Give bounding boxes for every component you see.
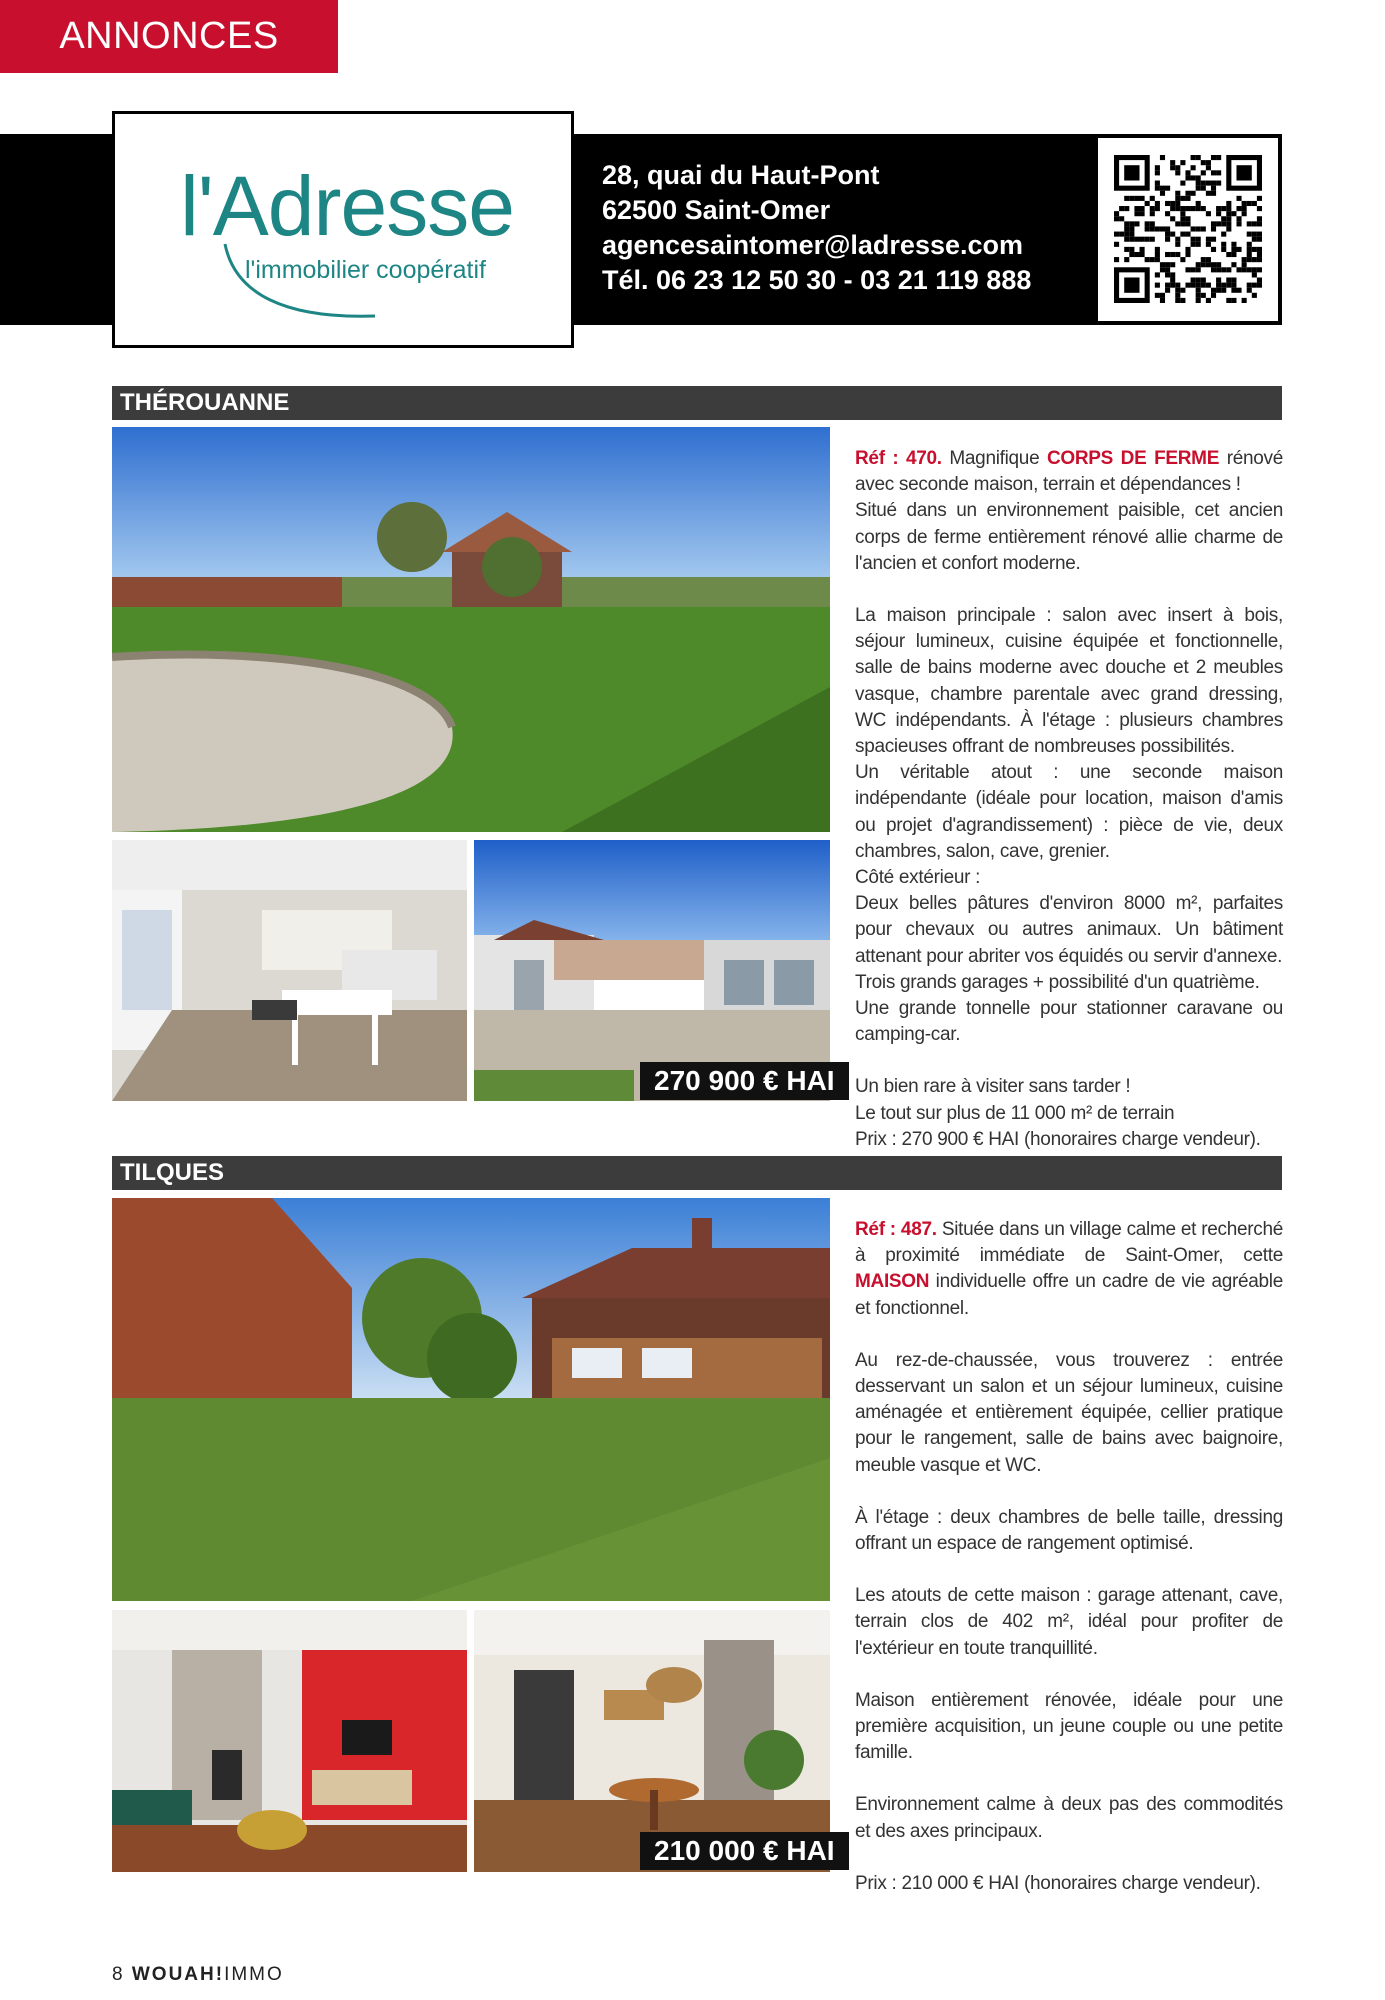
paragraph-gap [855,1662,1283,1688]
description-paragraph: Les atouts de cette maison : garage attenant, cave, terrain clos de 402 m², idéal pour profiter de l'extérieur en toute tranquillité. [855,1585,1283,1659]
red-wall-lounge-photo[interactable] [112,1610,467,1872]
logo-wordmark: l'Adresse [180,159,514,253]
section-tag: ANNONCES [0,0,338,73]
listing-heading-therouanne: THÉROUANNE [112,386,1282,420]
ref-label: Réf : 487. [855,1219,937,1240]
agency-logo [112,111,574,348]
intro-text-b: individuelle offre un cadre de vie agréable et fonctionnel. [855,1271,1283,1319]
description-paragraph: Deux belles pâtures d'environ 8000 m², parfaites pour chevaux ou autres animaux. Un bâtiment attenant pour abriter vos équidés ou servir d'annexe. [855,893,1283,967]
living-room-photo[interactable] [112,840,467,1101]
listing-description [855,1217,1283,1897]
price-badge: 210 000 € HAI [640,1832,849,1870]
page-footer [112,1964,284,1986]
description-paragraphs [855,1322,1283,1897]
listing-description [855,446,1283,1153]
paragraph-gap [855,1048,1283,1074]
intro-text-a: Située dans un village calme et recherché à proximité immédiate de Saint-Omer, cette [855,1219,1283,1267]
address-line-1: 28, quai du Haut-Pont [602,160,880,190]
listing-heading-tilques: TILQUES [112,1156,1282,1190]
property-type: MAISON [855,1271,930,1293]
description-paragraph: Maison entièrement rénovée, idéale pour une première acquisition, un jeune couple ou une petite famille. [855,1689,1283,1764]
description-paragraph: Au rez-de-chaussée, vous trouverez : entrée desservant un salon et un séjour lumineux, cuisine aménagée et entièrement équipée, cellier pratique pour le rangement, salle de bains avec baignoire, meuble vasque et WC. [855,1349,1283,1476]
paragraph-gap [855,1766,1283,1792]
price-badge: 270 900 € HAI [640,1062,849,1100]
page-number: 8 [112,1964,125,1985]
description-paragraph: Trois grands garages + possibilité d'un quatrième. [855,971,1260,993]
property-type: CORPS DE FERME [1046,448,1220,469]
description-paragraph: Un bien rare à visiter sans tarder ! [855,1076,1131,1098]
description-paragraph: Une grande tonnelle pour stationner caravane ou camping-car. [855,998,1283,1046]
house-garden-photo[interactable] [112,1198,830,1601]
logo-tagline: l'immobilier coopératif [245,256,486,284]
listing-intro [855,1217,1283,1322]
agency-contact [602,158,1031,298]
agency-phone[interactable]: Tél. 06 23 12 50 30 - 03 21 119 888 [602,265,1032,295]
brand-bold: WOUAH! [131,1964,225,1985]
farmhouse-garden-photo[interactable] [112,427,830,832]
description-paragraph: À l'étage : deux chambres de belle taille, dressing offrant un espace de rangement optimisé. [855,1506,1283,1555]
qr-code-icon [1114,154,1262,304]
brand-light: IMMO [224,1964,284,1985]
description-paragraph: Situé dans un environnement paisible, cet ancien corps de ferme entièrement rénové allie charme de l'ancien et confort moderne. [855,500,1283,574]
paragraph-gap [855,1322,1283,1348]
description-paragraph: Prix : 210 000 € HAI (honoraires charge vendeur). [855,1872,1261,1894]
listing-intro [855,446,1283,498]
description-paragraph: Prix : 270 900 € HAI (honoraires charge vendeur). [855,1128,1261,1150]
paragraph-gap [855,1479,1283,1505]
address-line-2: 62500 Saint-Omer [602,195,831,225]
intro-text-b: rénové avec seconde maison, terrain et dépendances ! [855,448,1283,496]
qr-code[interactable] [1095,135,1281,324]
paragraph-gap [855,577,1283,603]
agency-email[interactable]: agencesaintomer@ladresse.com [602,230,1024,260]
description-paragraph: Le tout sur plus de 11 000 m² de terrain [855,1102,1175,1124]
description-paragraphs [855,498,1283,1153]
description-paragraph: Un véritable atout : une seconde maison indépendante (idéale pour location, maison d'amis ou projet d'agrandissement) : pièce de vie, deux chambres, salon, cave, grenier. [855,762,1283,862]
paragraph-gap [855,1845,1283,1871]
intro-text-a: Magnifique [941,448,1047,469]
description-paragraph: Environnement calme à deux pas des commodités et des axes principaux. [855,1794,1283,1842]
description-paragraph: La maison principale : salon avec insert à bois, séjour lumineux, cuisine équipée et fonctionnelle, salle de bains moderne avec douche et 2 meubles vasque, chambre parentale avec grand dressing, WC indépendants. À l'étage : plusieurs chambres spacieuses offrant de nombreuses possibilités. [855,605,1283,758]
description-paragraph: Côté extérieur : [855,867,981,889]
paragraph-gap [855,1557,1283,1583]
ref-label: Réf : 470. [855,448,942,469]
